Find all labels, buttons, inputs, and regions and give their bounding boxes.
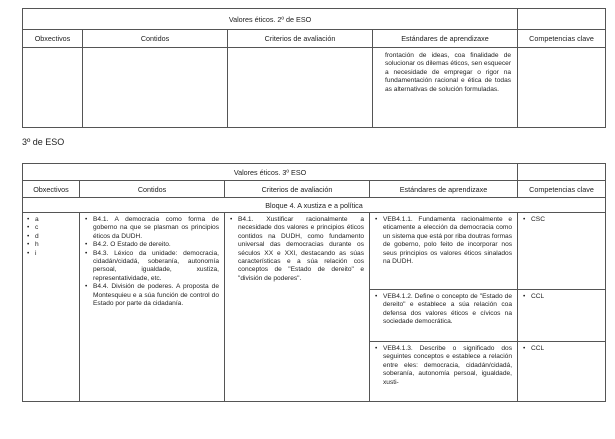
estandar-item: • VEB4.1.3. Describe o significado dos seguintes conceptos e establece a relación entre eles: democracia, cidadán/cidadá, soberanía, autonomía persoal, igualdade, xusti- <box>375 345 512 387</box>
header-obxectivos: Obxectivos <box>23 181 80 198</box>
header-contidos: Contidos <box>80 181 225 198</box>
contidos-list <box>85 216 219 308</box>
header-criterios: Criterios de avaliación <box>228 30 373 48</box>
competencia-item: • CCL <box>523 345 600 353</box>
table-valores-eticos-2eso <box>22 8 606 128</box>
header-obxectivos: Obxectivos <box>23 30 83 48</box>
cell-competencias <box>518 48 606 128</box>
estandar-item: • VEB4.1.2. Define o concepto de "Estado de dereito" e establece a súa relación coa defensa dos valores éticos e cívicos na sociedade democrática. <box>375 293 512 327</box>
cell-estandar <box>370 342 518 402</box>
obxectivo-item: • a <box>27 216 75 224</box>
cell-contidos <box>83 48 228 128</box>
competencia-item: • CSC <box>523 216 600 224</box>
cell-estandar <box>370 290 518 342</box>
competencia-item: • CCL <box>523 293 600 301</box>
cell-obxectivos <box>23 213 80 402</box>
obxectivo-item: • i <box>27 250 75 258</box>
cell-competencia <box>518 213 606 290</box>
cell-criterios <box>225 213 370 402</box>
obxectivo-item: • h <box>27 241 75 249</box>
cell-estandar <box>370 213 518 290</box>
estandar-item: • VEB4.1.1. Fundamenta racionalmente e eticamente a elección da democracia como un sistema que está por riba doutras formas de goberno, polo feito de incorporar nos seus principios os valores éticos sinalados na DUDH. <box>375 216 512 266</box>
cell-criterios <box>228 48 373 128</box>
header-criterios: Criterios de avaliación <box>225 181 370 198</box>
header-contidos: Contidos <box>83 30 228 48</box>
obxectivo-item: • d <box>27 233 75 241</box>
cell-obxectivos <box>23 48 83 128</box>
cell-contidos <box>80 213 225 402</box>
header-estandares: Estándares de aprendizaxe <box>370 181 518 198</box>
criterios-list <box>230 216 364 283</box>
contido-item: • B4.1. A democracia como forma de goberno na que se plasman os principios éticos da DUDH. <box>85 216 219 241</box>
obxectivo-item: • c <box>27 224 75 232</box>
cell-estandar <box>373 48 518 128</box>
contido-item: • B4.4. División de poderes. A proposta de Montesquieu e a súa función de control do Estado por parte da cidadanía. <box>85 283 219 308</box>
cell-competencia <box>518 342 606 402</box>
table-title-blank <box>518 9 606 30</box>
table-title: Valores éticos. 3º ESO <box>23 164 518 181</box>
obxectivos-list <box>27 216 75 258</box>
estandar-text: frontación de ideas, coa finalidade de solucionar os dilemas éticos, sen esquecer a necesidade de empregar o rigor na fundamentación racional e ética de todas as alternativas de solución formuladas. <box>385 52 512 93</box>
table-valores-eticos-3eso <box>22 163 606 402</box>
header-competencias: Competencias clave <box>518 30 606 48</box>
cell-competencia <box>518 290 606 342</box>
header-estandares: Estándares de aprendizaxe <box>373 30 518 48</box>
contido-item: • B4.3. Léxico da unidade: democracia, cidadán/cidadá, soberanía, autonomía persoal, igualdade, xustiza, representatividade, etc. <box>85 250 219 284</box>
table-title-blank <box>518 164 606 181</box>
contido-item: • B4.2. O Estado de dereito. <box>85 241 219 249</box>
table-title: Valores éticos. 2º de ESO <box>23 9 518 30</box>
header-competencias: Competencias clave <box>518 181 606 198</box>
section-heading: 3º de ESO <box>22 137 65 147</box>
criterio-item: • B4.1. Xustificar racionalmente a necesidade dos valores e principios éticos contidos na DUDH, como fundamento universal das democracias durante os séculos XX e XXI, destacando as súas características e a súa relación cos conceptos de "Estado de dereito" e "división de poderes". <box>230 216 364 283</box>
bloque-heading: Bloque 4. A xustiza e a política <box>23 198 606 213</box>
